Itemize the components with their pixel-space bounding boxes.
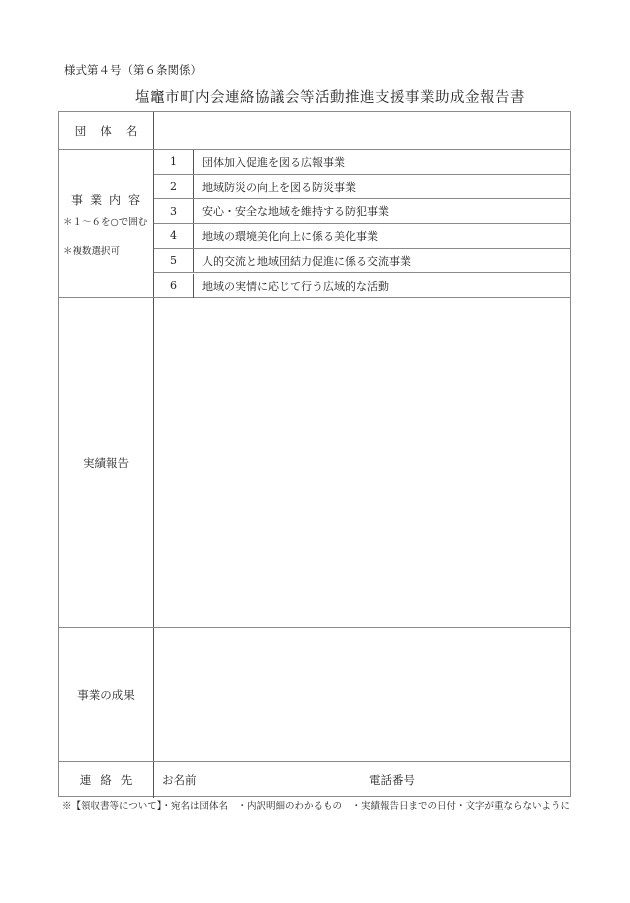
group-name-label: 団体名 bbox=[59, 112, 154, 149]
business-content-label-cell bbox=[59, 150, 154, 297]
contact-name-label: お名前 bbox=[162, 773, 197, 787]
business-item-4[interactable] bbox=[154, 224, 570, 249]
report-form-table bbox=[58, 111, 571, 797]
group-name-field[interactable] bbox=[154, 112, 570, 149]
form-number: 様式第４号（第６条関係） bbox=[64, 63, 202, 77]
item-number: 3 bbox=[154, 199, 194, 223]
item-text: 地域の実情に応じて行う広域的な活動 bbox=[202, 279, 389, 293]
item-number: 2 bbox=[154, 175, 194, 199]
group-name-row bbox=[59, 112, 570, 150]
contact-phone-label: 電話番号 bbox=[369, 773, 415, 787]
item-text: 人的交流と地域団結力促進に係る交流事業 bbox=[202, 254, 411, 268]
contact-field[interactable] bbox=[154, 762, 570, 798]
performance-report-field[interactable] bbox=[154, 298, 570, 627]
item-text: 安心・安全な地域を維持する防犯事業 bbox=[202, 205, 389, 219]
business-item-6[interactable] bbox=[154, 274, 570, 299]
performance-report-row bbox=[59, 298, 570, 628]
item-number: 6 bbox=[154, 274, 194, 299]
business-content-label: 事業内容 bbox=[70, 192, 147, 207]
business-results-row bbox=[59, 628, 570, 762]
business-item-2[interactable] bbox=[154, 175, 570, 200]
performance-report-label: 実績報告 bbox=[59, 298, 154, 627]
contact-row bbox=[59, 762, 570, 798]
item-number: 5 bbox=[154, 249, 194, 273]
business-note-circle: ＊１～６を○で囲む bbox=[63, 216, 148, 228]
business-item-3[interactable] bbox=[154, 199, 570, 224]
item-number: 1 bbox=[154, 150, 194, 174]
business-note-multiple: ＊複数選択可 bbox=[63, 245, 121, 257]
item-text: 地域の環境美化向上に係る美化事業 bbox=[202, 229, 378, 243]
business-item-5[interactable] bbox=[154, 249, 570, 274]
business-results-label: 事業の成果 bbox=[59, 628, 154, 761]
business-items-list bbox=[154, 150, 570, 297]
document-title: 塩竈市町内会連絡協議会等活動推進支援事業助成金報告書 bbox=[135, 90, 525, 106]
business-results-field[interactable] bbox=[154, 628, 570, 761]
item-text: 団体加入促進を図る広報事業 bbox=[202, 155, 345, 169]
item-number: 4 bbox=[154, 224, 194, 248]
business-content-row bbox=[59, 150, 570, 298]
contact-label: 連絡先 bbox=[59, 762, 154, 798]
receipt-footnote: ※【領収書等について】・宛名は団体名 ・内訳明細のわかるもの ・実績報告日までの日付・文字が重ならないように bbox=[62, 801, 571, 812]
business-item-1[interactable] bbox=[154, 150, 570, 175]
item-text: 地域防災の向上を図る防災事業 bbox=[202, 180, 356, 194]
